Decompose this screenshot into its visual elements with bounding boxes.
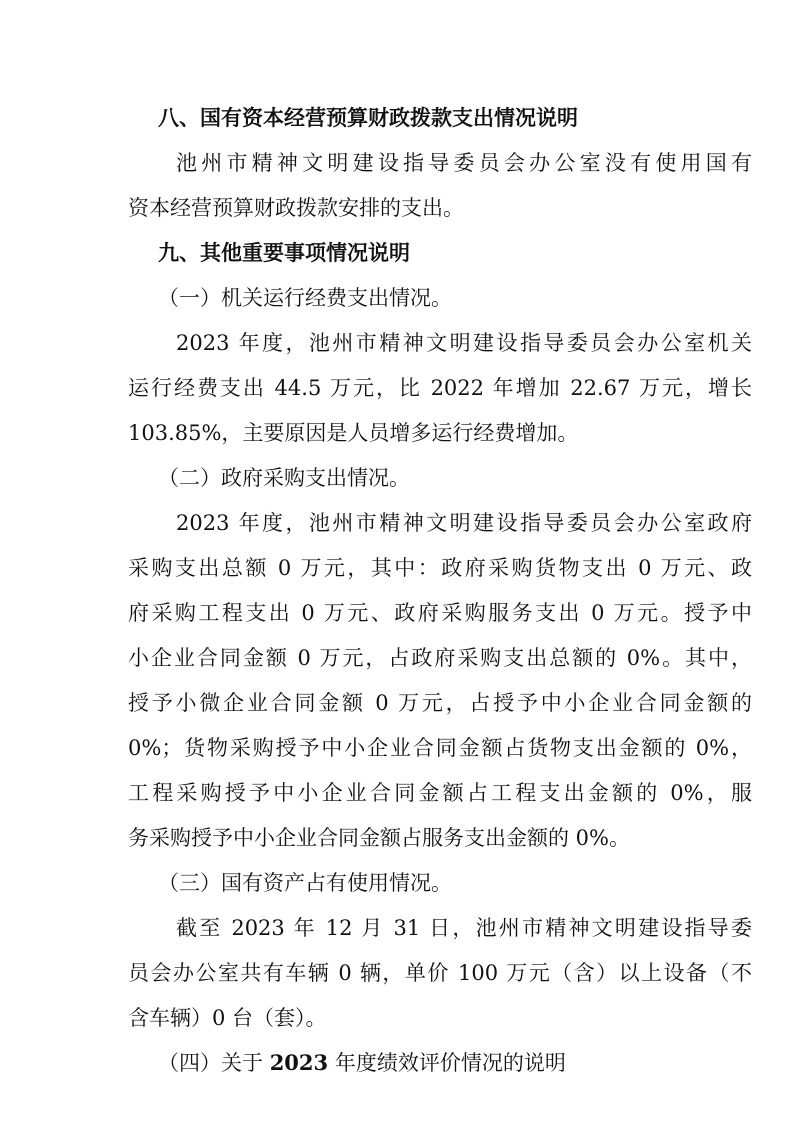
subsection-1-line-3: 103.85%，主要原因是人员增多运行经费增加。: [128, 421, 579, 445]
subsection-2-line-5: 授予小微企业合同金额 0 万元，占授予中小企业合同金额的: [128, 691, 752, 715]
subsection-2-line-7: 工程采购授予中小企业合同金额占工程支出金额的 0%，服: [128, 781, 752, 805]
subsection-3-line-2: 员会办公室共有车辆 0 辆，单价 100 万元（含）以上设备（不: [128, 961, 752, 985]
subsection-1-line-2: 运行经费支出 44.5 万元，比 2022 年增加 22.67 万元，增长: [128, 376, 752, 400]
subsection-4-title: [158, 1043, 566, 1083]
subsection-2-line-4: 小企业合同金额 0 万元，占政府采购支出总额的 0%。其中，: [128, 646, 752, 670]
subsection-3-title: （三）国有资产占有使用情况。: [158, 871, 452, 895]
subsection-2-line-3: 府采购工程支出 0 万元、政府采购服务支出 0 万元。授予中: [128, 601, 752, 625]
section-8-heading: 八、国有资本经营预算财政拨款支出情况说明: [158, 106, 578, 130]
subsection-1-title: （一）机关运行经费支出情况。: [158, 286, 452, 310]
subsection-2-line-2: 采购支出总额 0 万元，其中：政府采购货物支出 0 万元、政: [128, 556, 752, 580]
subsection-1-line-1: 2023 年度，池州市精神文明建设指导委员会办公室机关: [176, 331, 752, 355]
section-8-line-2: 资本经营预算财政拨款安排的支出。: [128, 196, 464, 220]
subsection-4-title-year: 2023: [269, 1050, 329, 1075]
subsection-4-title-prefix: （四）关于: [158, 1051, 263, 1075]
subsection-4-title-suffix: 年度绩效评价情况的说明: [334, 1051, 566, 1075]
section-8-line-1: 池州市精神文明建设指导委员会办公室没有使用国有: [176, 151, 752, 175]
subsection-2-title: （二）政府采购支出情况。: [158, 466, 410, 490]
subsection-2-line-8: 务采购授予中小企业合同金额占服务支出金额的 0%。: [128, 826, 630, 850]
section-9-heading: 九、其他重要事项情况说明: [158, 241, 410, 265]
subsection-2-line-1: 2023 年度，池州市精神文明建设指导委员会办公室政府: [176, 511, 752, 535]
subsection-2-line-6: 0%；货物采购授予中小企业合同金额占货物支出金额的 0%，: [128, 736, 752, 760]
subsection-3-line-3: 含车辆）0 台（套）。: [128, 1006, 327, 1030]
subsection-3-line-1: 截至 2023 年 12 月 31 日，池州市精神文明建设指导委: [176, 916, 752, 940]
